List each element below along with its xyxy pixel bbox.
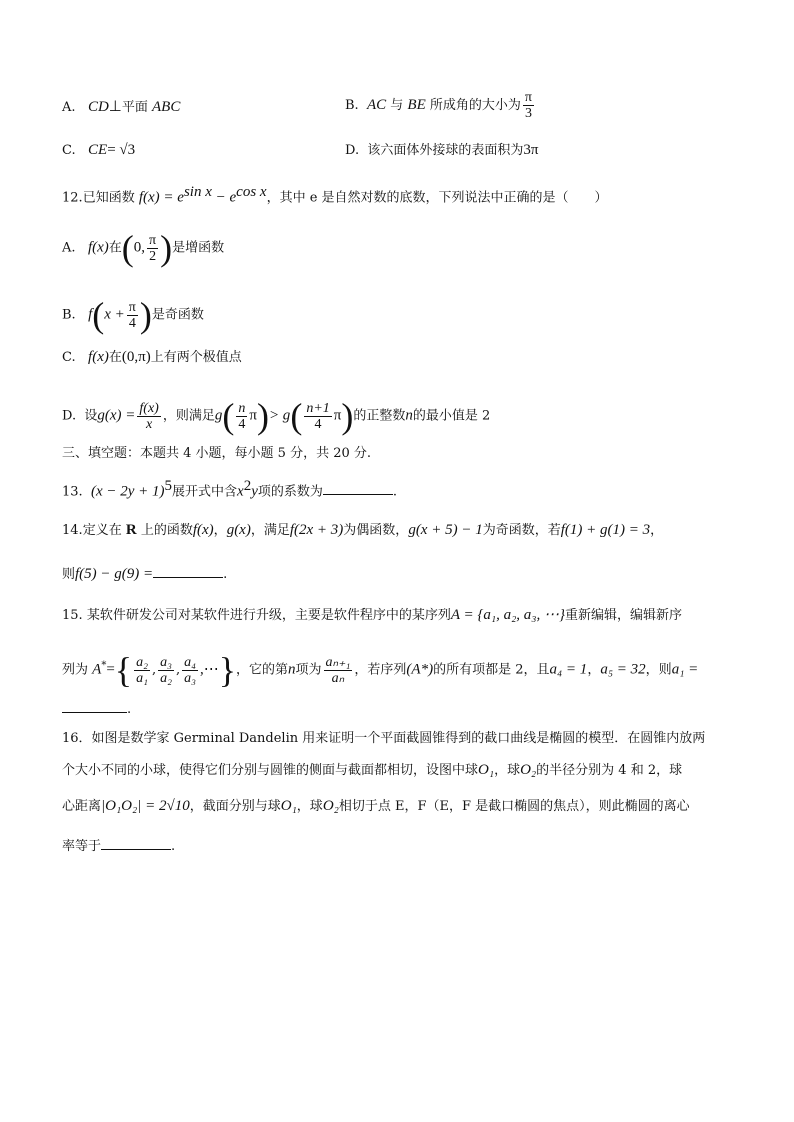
math-gx: g(x) = [97, 407, 136, 424]
stem-text: 已知函数 [82, 190, 135, 206]
option-text: 的最小值是 2 [412, 408, 491, 424]
fraction: $\frac{\text{aₙ₊₁}}{\text{aₙ}}$ [325, 654, 351, 686]
q15-line1 [62, 606, 754, 625]
math-a: A [92, 661, 102, 678]
math-interval: 0, [133, 239, 146, 256]
option-text: 该六面体外接球的表面积为 [367, 143, 524, 158]
answer-blank[interactable] [323, 480, 393, 495]
math-g: g [214, 407, 223, 424]
exponent: 5 [164, 478, 173, 494]
q14-line2 [62, 563, 754, 584]
q14-line1 [62, 521, 754, 540]
star: * [101, 660, 107, 672]
period: . [171, 839, 176, 854]
math-fx: f(x) [87, 239, 109, 256]
stem-text: 个大小不同的小球，使得它们分别与圆锥的侧面与截面都相切，设图中球 [62, 763, 479, 778]
paren-right: ) [139, 295, 152, 335]
period: . [223, 567, 228, 582]
paren-left: ( [222, 396, 235, 436]
stem-text: 项的系数为 [257, 484, 323, 500]
option-text: 平面 [121, 100, 148, 115]
math-a5: a₅ = 32 [600, 661, 646, 678]
q12-stem [62, 183, 754, 207]
stem-text: 率等于 [62, 839, 102, 854]
stem-text: 相切于点 E，F（E，F 是截口椭圆的焦点），则此椭圆的离心 [338, 799, 690, 814]
math-seq-a: A = {a₁, a₂, a₃, ⋯} [450, 607, 565, 623]
comma: ， [587, 662, 601, 678]
stem-text: ，截面分别与球 [189, 799, 281, 814]
q12-option-a [62, 230, 754, 266]
stem-text: ，则 [645, 662, 672, 678]
math-r: R [125, 522, 137, 538]
stem-text: 则 [62, 567, 76, 582]
math-n: n [288, 661, 296, 678]
paren-right: ) [256, 396, 269, 436]
stem-text: ，满足 [250, 523, 290, 538]
math-aa: (A*) [406, 661, 434, 678]
stem-text: 为奇函数，若 [482, 523, 561, 538]
fraction: $\frac{\text{a₄}}{\text{a₃}}$ [184, 654, 196, 686]
answer-blank[interactable] [62, 698, 127, 713]
section-heading: 三、填空题：本题共 4 小题，每小题 5 分，共 20 分. [62, 446, 372, 461]
exponent: sin x [183, 184, 212, 200]
stem-text: 的半径分别为 4 和 2，球 [536, 763, 683, 778]
paren-left: ( [121, 228, 134, 268]
math-fx: f(x) [192, 522, 214, 538]
math-gx: g(x) [226, 522, 251, 538]
math-3pi: 3π [523, 142, 539, 158]
stem-text: 的所有项都是 2，且 [433, 662, 550, 678]
math-o1: O₁ [280, 798, 297, 814]
period: . [392, 484, 398, 500]
stem-text: 心距离 [62, 799, 102, 814]
math-expr: f(5) − g(9) = [75, 566, 154, 582]
option-text: 上有两个极值点 [150, 350, 242, 365]
q16-line1: 16．如图是数学家 Germinal Dandelin 用来证明一个平面截圆锥得到的截口曲线是椭圆的模型．在圆锥内放两 [62, 731, 706, 746]
q13 [62, 477, 754, 501]
q12-option-d [62, 398, 754, 434]
math-f: f [88, 306, 93, 323]
option-label: D. [62, 408, 77, 424]
math-pi: π [249, 407, 257, 424]
stem-text: ，球 [494, 763, 521, 778]
math-f2x3: f(2x + 3) [289, 522, 344, 538]
math-n: n [405, 407, 413, 424]
fraction: $\frac{\pi}{3}$ [524, 90, 532, 121]
fraction: $\frac{\text{a₃}}{\text{a₂}}$ [160, 654, 172, 686]
question-number: 12. [62, 190, 83, 206]
q11-option-b [345, 90, 754, 121]
math-a4: a₄ = 1 [549, 661, 588, 678]
stem-text: ，它的第 [236, 662, 289, 678]
math-x: x + [104, 306, 125, 323]
sqrt-3: √3 [119, 142, 136, 158]
fraction: $\frac{f(x)}{x}$ [139, 400, 159, 432]
math-be: BE [407, 97, 426, 113]
option-text: 是增函数 [172, 240, 225, 256]
stem-text: 展开式中含 [172, 484, 238, 500]
q16-line2 [62, 761, 754, 780]
fraction: $\frac{\pi}{2}$ [149, 232, 157, 264]
stem-text: ，若序列 [354, 662, 407, 678]
option-text: 是奇函数 [151, 307, 204, 323]
option-text: ，则满足 [162, 408, 215, 424]
period: . [127, 702, 132, 717]
math-a1: a₁ = [671, 661, 699, 678]
option-label: B. [345, 98, 359, 113]
paren-left: ( [92, 295, 105, 335]
math-x: x [237, 483, 244, 500]
math-o2: O₂ [322, 798, 339, 814]
math-fx: f(x) [88, 349, 109, 365]
math-expr: (x − 2y + 1) [90, 483, 165, 500]
answer-blank[interactable] [153, 563, 223, 578]
option-label: A. [62, 240, 76, 256]
ellipsis: ,⋯ [199, 661, 219, 678]
q16-line4 [62, 835, 754, 856]
stem-text: 列为 [62, 662, 89, 678]
paren-right: ) [160, 228, 173, 268]
brace-right: } [218, 650, 237, 690]
q12-option-b [62, 297, 754, 333]
paren-left: ( [290, 396, 303, 436]
comma: ， [650, 523, 664, 538]
q12-option-c [62, 348, 754, 367]
option-text: 设 [84, 408, 98, 424]
fraction: $\frac{n}{4}$ [238, 400, 246, 432]
option-label: A. [62, 100, 76, 115]
option-text: 在 [108, 240, 122, 256]
math-interval: (0,π) [121, 349, 151, 365]
q11-option-d [345, 141, 754, 160]
option-text: 与 [390, 98, 404, 113]
math-abc: ABC [152, 99, 181, 115]
q15-line2: 列为 A*={ $\frac{\text{a₂}}{\text{a₁}}$ , $\frac{\text{a₃}}{\text{a₂}}$ , $\frac{\text{a₄}}{\text{a₃}}$ ,⋯}，它的第n项为 $\frac{\text{aₙ₊₁}}{\text{aₙ}}$ ，若序列(A*)的所有项都是 2，且a₄ = 1，a₅ = 32，则a₁ = [62, 650, 699, 690]
question-number: 15. [62, 608, 83, 623]
fraction: $\frac{\pi}{4}$ [128, 299, 136, 331]
math-condition: f(1) + g(1) = 3 [560, 522, 651, 538]
option-text: 的正整数 [353, 408, 406, 424]
exponent: 2 [243, 478, 252, 494]
stem-text: 上的函数 [140, 523, 193, 538]
question-number: 14. [62, 523, 83, 538]
paren-right: ) [341, 396, 354, 436]
math-pi: π [333, 407, 342, 424]
option-label: B. [62, 307, 76, 323]
math-gt: > g [268, 407, 291, 424]
math-y: y [251, 483, 258, 500]
option-text: 在 [108, 350, 122, 365]
math-minus: − e [211, 189, 237, 206]
exponent: cos x [236, 184, 267, 200]
option-label: D. [345, 143, 360, 158]
equals: = [106, 661, 115, 678]
comma: ， [213, 523, 227, 538]
stem-text: 定义在 [82, 523, 122, 538]
math-ce: CE [88, 142, 108, 158]
stem-text: ，球 [296, 799, 323, 814]
stem-text: 项为 [295, 662, 322, 678]
stem-text: 重新编辑，编辑新序 [565, 608, 683, 623]
stem-text: 某软件研发公司对某软件进行升级，主要是软件程序中的某序列 [86, 608, 451, 623]
answer-blank[interactable] [101, 835, 171, 850]
math-distance: |O₁O₂| = 2√10 [101, 798, 190, 814]
question-number: 13. [62, 484, 83, 500]
math-o2: O₂ [520, 762, 537, 778]
option-label: C. [62, 350, 76, 365]
q16-line3 [62, 797, 754, 816]
fraction: $\frac{n+1}{4}$ [306, 400, 330, 432]
perp-symbol: ⊥ [108, 99, 122, 115]
stem-text: 为偶函数， [343, 523, 409, 538]
math-o1: O₁ [478, 762, 495, 778]
brace-left: { [114, 650, 133, 690]
equals: = [107, 142, 120, 158]
math-gx5: g(x + 5) − 1 [408, 522, 483, 538]
math-func: f(x) = e [138, 189, 184, 206]
q15-line3 [62, 698, 754, 719]
math-cd: CD [87, 99, 109, 115]
option-label: C. [62, 143, 76, 158]
stem-text: ，其中 e 是自然对数的底数，下列说法中正确的是（ ） [266, 190, 608, 206]
math-ac: AC [366, 97, 387, 113]
option-text: 所成角的大小为 [429, 98, 521, 113]
fraction: $\frac{\text{a₂}}{\text{a₁}}$ [136, 654, 148, 686]
